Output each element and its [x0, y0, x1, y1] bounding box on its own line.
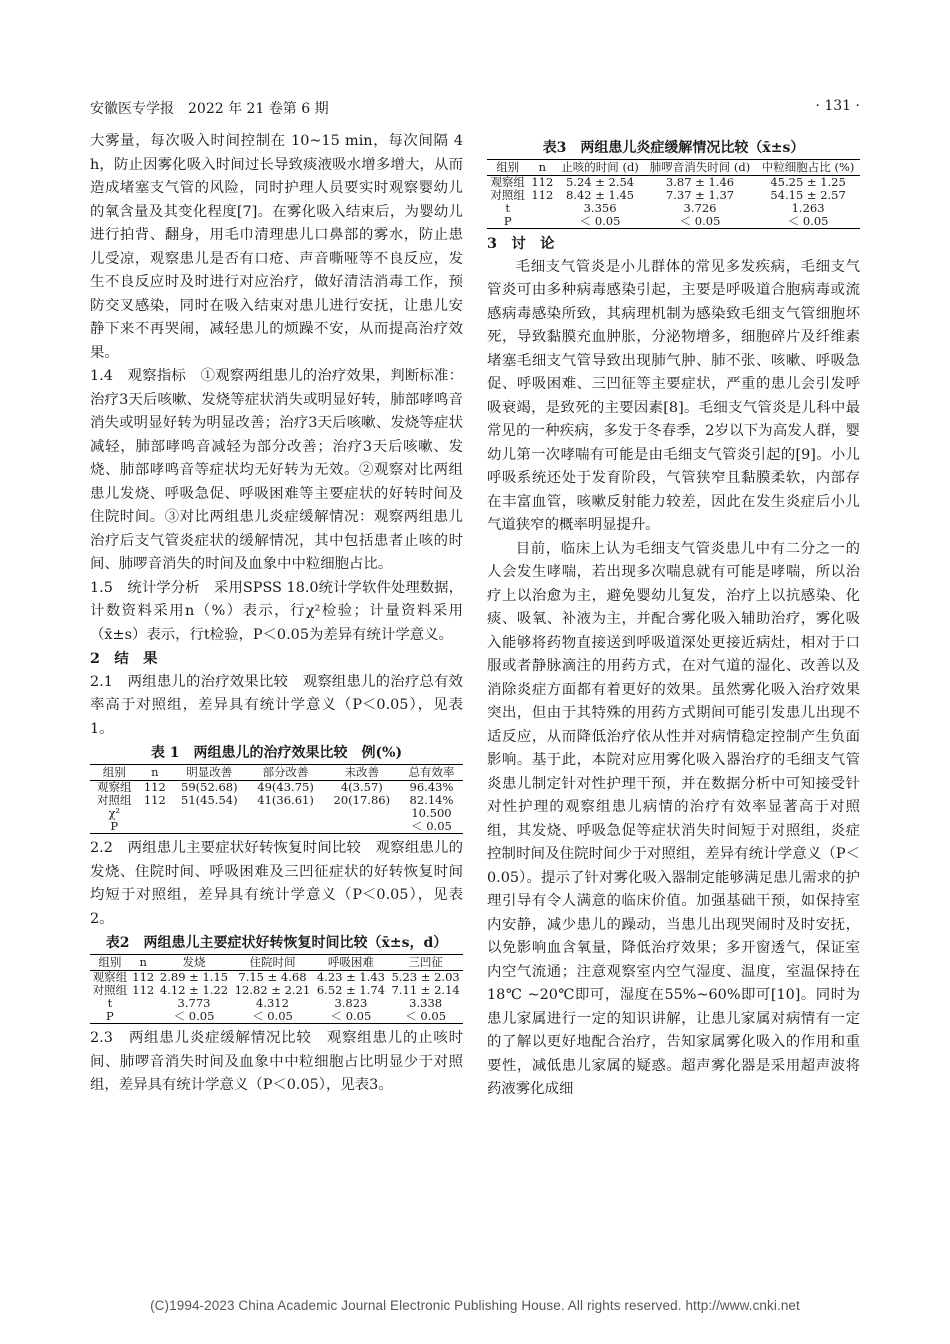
table-cell: 3.773	[177, 996, 211, 1010]
table-cell	[139, 820, 172, 834]
section-3-heading: 3 讨 论	[487, 235, 555, 252]
table-cell	[171, 820, 247, 834]
table-cell: 4.312	[256, 996, 289, 1010]
paragraph-nebulization-care: 大雾量，每次吸入时间控制在 10~15 min，每次间隔 4 h，防止因雾化吸入时间过长导致痰液吸水增多增大，从而造成堵塞支气管的风险，同时护理人员要实时观察婴幼儿的氧含量及其变化程度[7]。在雾化吸入结束后，为婴幼儿进行拍背、翻身，用毛巾清理患儿口鼻部的雾水，防止患儿受凉，观察患儿是否有口疮、声音嘶哑等不良反应，发生不良反应时及时进行对应治疗，做好清洁消毒工作，预防交叉感染，同时在吸入结束对患儿进行安抚，让患儿安静下来不再哭闹，减轻患儿的烦躁不安，从而提高治疗效果。	[90, 133, 463, 361]
table-cell: 4(3.57)	[340, 780, 383, 794]
table-cell: 对照组	[490, 188, 525, 202]
table-cell: χ²	[108, 806, 121, 820]
table-header-cell: 三凹征	[408, 955, 443, 969]
table-header-cell: 中粒细胞占比 (%)	[761, 160, 855, 174]
table-header-cell: 发烧	[182, 955, 206, 969]
table-cell: 51(45.54)	[181, 793, 238, 807]
table-cell: 6.52 ± 1.74	[316, 983, 386, 997]
table-cell	[130, 997, 157, 1010]
table-cell: ＜ 0.05	[579, 214, 621, 228]
section-2-1: 2.1 两组患儿的治疗效果比较 观察组患儿的治疗总有效率高于对照组，差异具有统计学意义（P＜0.05），见表1。	[90, 673, 463, 737]
table-3	[487, 159, 860, 229]
table-header-cell: 明显改善	[186, 765, 233, 779]
table-cell: P	[106, 1009, 114, 1023]
table-2	[90, 954, 463, 1024]
table-row	[487, 215, 860, 229]
table-header-row	[90, 765, 463, 781]
table-cell: 112	[531, 175, 554, 189]
table-row	[90, 781, 463, 795]
table-header-cell: 组别	[496, 160, 520, 174]
table-cell: 59(52.68)	[181, 780, 238, 794]
table-row	[487, 176, 860, 190]
table-cell: 观察组	[490, 175, 525, 189]
section-2-heading: 2 结 果	[90, 650, 158, 667]
table-cell: ＜ 0.05	[679, 214, 721, 228]
table-header-cell: 组别	[98, 955, 122, 969]
table-cell: 112	[531, 188, 554, 202]
table-header-cell: n	[151, 765, 159, 779]
table-cell: 54.15 ± 2.57	[770, 188, 846, 202]
table-cell: P	[503, 214, 512, 228]
table-cell	[528, 202, 556, 215]
copyright-footer: (C)1994-2023 China Academic Journal Electronic Publishing House. All rights reserved. http://www.cnki.net	[150, 1298, 800, 1313]
table-cell: ＜ 0.05	[787, 214, 829, 228]
table-2-caption: 表2 两组患儿主要症状好转恢复时间比较（x̄±s，d）	[105, 935, 448, 951]
table-cell: 5.23 ± 2.03	[391, 970, 460, 984]
section-1-5: 1.5 统计学分析 采用SPSS 18.0统计学软件处理数据，计数资料采用n（%）表示，行χ²检验；计量资料采用（x̄±s）表示，行t检验，P＜0.05为差异有统计学意义。	[90, 579, 463, 643]
table-cell: 1.263	[791, 201, 825, 215]
table-cell: t	[107, 996, 113, 1010]
table-header-row	[90, 955, 463, 971]
table-cell: 112	[132, 983, 155, 997]
table-cell: 观察组	[92, 970, 128, 984]
table-cell: 41(36.61)	[257, 793, 314, 807]
table-header-cell: 未改善	[344, 765, 380, 779]
table-cell: 对照组	[97, 793, 132, 807]
table-cell: 4.23 ± 1.43	[316, 970, 386, 984]
table-cell	[324, 807, 400, 820]
journal-title: 安徽医专学报 2022 年 21 卷第 6 期	[90, 101, 329, 117]
table-cell: 45.25 ± 1.25	[770, 175, 846, 189]
table-cell: P	[110, 819, 119, 833]
table-cell: 96.43%	[409, 780, 454, 794]
table-header-cell: 组别	[102, 765, 126, 779]
running-header	[90, 98, 860, 122]
table-cell	[247, 820, 323, 834]
table-3-caption: 表3 两组患儿炎症缓解情况比较（x̄±s）	[542, 140, 805, 156]
table-cell: 对照组	[92, 983, 128, 997]
table-cell	[324, 820, 400, 834]
table-cell: 3.823	[334, 996, 368, 1010]
table-1-caption: 表 1 两组患儿的治疗效果比较 例(%)	[150, 745, 403, 761]
table-cell: 3.338	[409, 996, 443, 1010]
table-cell: 观察组	[97, 780, 132, 794]
table-cell: 4.12 ± 1.22	[159, 983, 229, 997]
discussion-paragraph-1: 毛细支气管炎是小儿群体的常见多发疾病，毛细支气管炎可由多种病毒感染引起，主要是呼吸道合胞病毒或流感病毒感染所致，其病理机制为感染致毛细支气管细胞坏死，导致黏膜充血肿胀，分泌物增多，细胞碎片及纤维素堵塞毛细支气管导致出现肺气肿、肺不张、咳嗽、呼吸急促、呼吸困难、三凹征等主要症状，严重的患儿会引发呼吸衰竭，是致死的主要因素[8]。毛细支气管炎是儿科中最常见的一种疾病，多发于冬春季，2岁以下为高发人群，婴幼儿第一次哮喘有可能是由毛细支气管炎引起的[9]。小儿呼吸系统还处于发育阶段，气管狭窄且黏膜柔软，内部存在丰富血管，咳嗽反射能力较差，因此在发生炎症后小儿气道狭窄的概率明显提升。	[487, 258, 860, 533]
table-cell: 10.500	[411, 806, 452, 820]
table-cell: 3.87 ± 1.46	[665, 175, 735, 189]
table-header-cell: 肺啰音消失时间 (d)	[649, 160, 751, 174]
table-cell	[171, 807, 247, 820]
table-cell: 20(17.86)	[333, 793, 391, 807]
table-row	[90, 807, 463, 820]
table-cell	[130, 1010, 157, 1024]
table-cell	[247, 807, 323, 820]
table-cell	[139, 807, 172, 820]
table-cell: 12.82 ± 2.21	[234, 983, 311, 997]
table-1	[90, 764, 463, 834]
table-header-cell: n	[538, 160, 547, 174]
discussion-paragraph-2: 目前，临床上认为毛细支气管炎患儿中有二分之一的人会发生哮喘，若出现多次喘息就有可能是哮喘，所以治疗上以治愈为主，避免婴幼儿复发，治疗上以抗感染、化痰、吸氧、补液为主，并配合雾化吸入辅助治疗，雾化吸入能够将药物直接送到呼吸道深处更接近病灶，相对于口服或者静脉滴注的用药方式，在对气道的湿化、改善以及消除炎症方面都有着更好的效果。虽然雾化吸入治疗效果突出，但由于其特殊的用药方式期间可能引发患儿出现不适反应，从而降低治疗依从性并对病情稳定控制产生负面影响。基于此，本院对应用雾化吸入器治疗的毛细支气管炎患儿制定针对性护理干预，并在数据分析中可知接受针对性护理的观察组患儿病情的治疗有效率显著高于对照组，其发烧、呼吸急促等症状消失时间短于对照组，炎症控制时间及住院时间少于对照组，差异有统计学意义（P＜0.05）。提示了针对雾化吸入器制定能够满足患儿需求的护理引导有令人满意的临床价值。加强基础干预，如保持室内安静，减少患儿的躁动，当患儿出现哭闹时及时安抚，以免影响血含氧量，降低治疗效果；多开窗透气，保证室内空气流通；注意观察室内空气湿度、温度，室温保持在18℃ ~20℃即可，湿度在55%~60%即可[10]。同时为患儿家属进行一定的知识讲解，让患儿家属对病情有一定的了解以更好地配合治疗，告知家属雾化吸入的作用和重要性，减低患儿家属的疑惑。超声雾化器是采用超声波将药液雾化成细	[487, 540, 860, 1097]
table-cell: 3.356	[583, 201, 617, 215]
table-cell: ＜ 0.05	[411, 819, 452, 833]
table-cell: ＜ 0.05	[330, 1009, 372, 1023]
table-cell: 7.15 ± 4.68	[238, 970, 307, 984]
table-header-cell: 住院时间	[249, 955, 296, 969]
table-header-row	[487, 160, 860, 176]
table-cell: 3.726	[683, 201, 717, 215]
table-cell: 2.89 ± 1.15	[159, 970, 229, 984]
table-header-cell: 总有效率	[408, 765, 455, 779]
table-cell: ＜ 0.05	[173, 1009, 215, 1023]
table-cell: 82.14%	[409, 793, 454, 807]
table-cell: 112	[132, 970, 155, 984]
table-row	[90, 794, 463, 807]
table-header-cell: 呼吸困难	[327, 955, 374, 969]
page-number: · 131 ·	[815, 98, 860, 114]
section-2-2: 2.2 两组患儿主要症状好转恢复时间比较 观察组患儿的发烧、住院时间、呼吸困难及三凹征症状的好转恢复时间均短于对照组，差异具有统计学意义（P＜0.05），见表2。	[90, 840, 463, 927]
table-cell: ＜ 0.05	[252, 1009, 293, 1023]
table-row	[90, 971, 463, 985]
table-cell	[528, 215, 556, 229]
table-header-cell: n	[139, 955, 147, 969]
table-cell: 7.37 ± 1.37	[665, 188, 735, 202]
table-cell: t	[505, 201, 510, 215]
table-cell: 7.11 ± 2.14	[391, 983, 460, 997]
table-cell: 112	[143, 793, 166, 807]
table-header-cell: 止咳的时间 (d)	[561, 160, 639, 174]
table-cell: 8.42 ± 1.45	[565, 188, 635, 202]
section-2-3: 2.3 两组患儿炎症缓解情况比较 观察组患儿的止咳时间、肺啰音消失时间及血象中中粒细胞占比明显少于对照组，差异具有统计学意义（P＜0.05），见表3。	[90, 1030, 463, 1093]
section-1-4: 1.4 观察指标 ①观察两组患儿的治疗效果，判断标准：治疗3天后咳嗽、发烧等症状消失或明显好转，肺部哮鸣音消失或明显好转为明显改善；治疗3天后咳嗽、发烧等症状减轻，肺部哮鸣音减轻为部分改善；治疗3天后咳嗽、发烧、肺部哮鸣音等症状均无好转为无效。②观察对比两组患儿发烧、呼吸急促、呼吸困难等主要症状的好转时间及住院时间。③对比两组患儿炎症缓解情况：观察两组患儿治疗后支气管炎症状的缓解情况，其中包括患者止咳的时间、肺啰音消失的时间及血象中中粒细胞占比。	[90, 368, 463, 572]
table-cell: ＜ 0.05	[405, 1009, 447, 1023]
table-header-cell: 部分改善	[262, 765, 309, 779]
table-cell: 5.24 ± 2.54	[565, 175, 635, 189]
table-row	[90, 820, 463, 834]
table-cell: 112	[143, 780, 166, 794]
right-column	[487, 136, 860, 1102]
left-column	[90, 130, 463, 1098]
table-row	[90, 1010, 463, 1024]
table-cell: 49(43.75)	[257, 780, 314, 794]
